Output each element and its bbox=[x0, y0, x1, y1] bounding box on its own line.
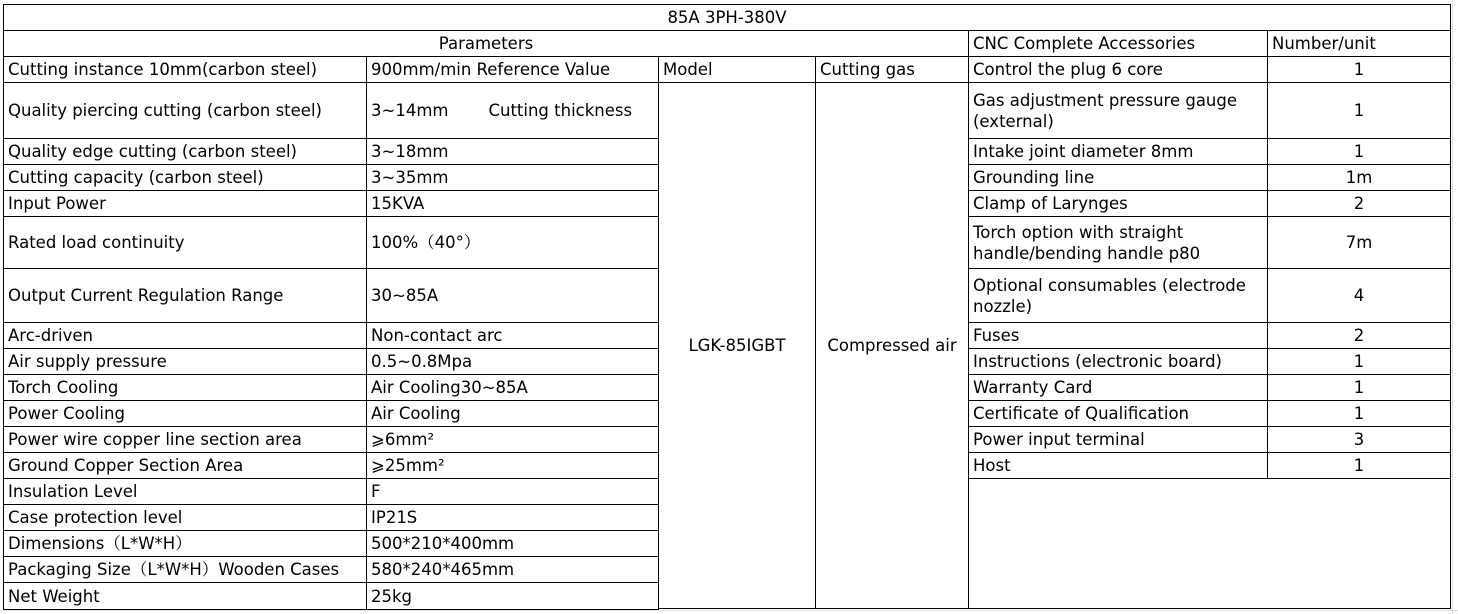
param-value-text: 3~14mm bbox=[371, 101, 449, 120]
param-value: ⩾6mm² bbox=[366, 426, 659, 453]
gridline bbox=[0, 610, 1458, 611]
param-name: Insulation Level bbox=[3, 478, 367, 505]
param-value: 0.5~0.8Mpa bbox=[366, 348, 659, 375]
param-value: 100%（40°） bbox=[366, 216, 659, 269]
param-name: Arc-driven bbox=[3, 322, 367, 349]
accessory-count: 1 bbox=[1267, 374, 1451, 401]
accessory-count: 1m bbox=[1267, 164, 1451, 191]
accessory-count: 1 bbox=[1267, 138, 1451, 165]
model-value: LGK-85IGBT bbox=[658, 82, 816, 609]
param-value: Air Cooling30~85A bbox=[366, 374, 659, 401]
accessory-name: Intake joint diameter 8mm bbox=[968, 138, 1268, 165]
thickness-note: Cutting thickness bbox=[488, 101, 633, 120]
accessory-count: 2 bbox=[1267, 322, 1451, 349]
parameters-header: Parameters bbox=[3, 30, 969, 57]
param-name: Packaging Size（L*W*H）Wooden Cases bbox=[3, 556, 367, 583]
param-name: Dimensions（L*W*H） bbox=[3, 530, 367, 557]
param-value: 500*210*400mm bbox=[366, 530, 659, 557]
param-name: Rated load continuity bbox=[3, 216, 367, 269]
gas-value: Compressed air bbox=[815, 82, 969, 609]
param-value: 30~85A bbox=[366, 268, 659, 323]
param-value: 15KVA bbox=[366, 190, 659, 217]
accessories-empty-area bbox=[968, 478, 1451, 609]
accessory-name: Control the plug 6 core bbox=[968, 56, 1268, 83]
accessory-count: 1 bbox=[1267, 400, 1451, 427]
param-value: IP21S bbox=[366, 504, 659, 531]
accessory-count: 1 bbox=[1267, 348, 1451, 375]
param-value: 3~35mm bbox=[366, 164, 659, 191]
param-name: Torch Cooling bbox=[3, 374, 367, 401]
param-value: Non-contact arc bbox=[366, 322, 659, 349]
param-value: Air Cooling bbox=[366, 400, 659, 427]
accessory-count: 1 bbox=[1267, 56, 1451, 83]
param-name: Power wire copper line section area bbox=[3, 426, 367, 453]
param-name: Case protection level bbox=[3, 504, 367, 531]
accessory-name: Optional consumables (electrode nozzle) bbox=[968, 268, 1268, 323]
table-title: 85A 3PH-380V bbox=[3, 4, 1451, 31]
gas-header: Cutting gas bbox=[815, 56, 969, 83]
accessory-count: 1 bbox=[1267, 82, 1451, 139]
param-name: Ground Copper Section Area bbox=[3, 452, 367, 479]
param-name: Quality edge cutting (carbon steel) bbox=[3, 138, 367, 165]
accessory-count: 3 bbox=[1267, 426, 1451, 453]
accessory-name: Torch option with straight handle/bending handle p80 bbox=[968, 216, 1268, 269]
accessory-name: Clamp of Larynges bbox=[968, 190, 1268, 217]
accessory-name: Gas adjustment pressure gauge (external) bbox=[968, 82, 1268, 139]
param-name: Net Weight bbox=[3, 582, 367, 610]
param-value: 900mm/min Reference Value bbox=[366, 56, 659, 83]
accessory-name: Instructions (electronic board) bbox=[968, 348, 1268, 375]
param-name: Cutting capacity (carbon steel) bbox=[3, 164, 367, 191]
accessory-name: Grounding line bbox=[968, 164, 1268, 191]
accessory-name: Fuses bbox=[968, 322, 1268, 349]
param-value bbox=[366, 82, 659, 139]
param-name: Quality piercing cutting (carbon steel) bbox=[3, 82, 367, 139]
param-name: Cutting instance 10mm(carbon steel) bbox=[3, 56, 367, 83]
count-header: Number/unit bbox=[1267, 30, 1451, 57]
param-value: 25kg bbox=[366, 582, 659, 610]
accessory-count: 7m bbox=[1267, 216, 1451, 269]
accessory-name: Power input terminal bbox=[968, 426, 1268, 453]
accessory-name: Host bbox=[968, 452, 1268, 479]
accessories-header: CNC Complete Accessories bbox=[968, 30, 1268, 57]
accessory-count: 2 bbox=[1267, 190, 1451, 217]
accessory-count: 4 bbox=[1267, 268, 1451, 323]
accessory-count: 1 bbox=[1267, 452, 1451, 479]
model-header: Model bbox=[658, 56, 816, 83]
param-value: ⩾25mm² bbox=[366, 452, 659, 479]
param-value: F bbox=[366, 478, 659, 505]
param-value: 580*240*465mm bbox=[366, 556, 659, 583]
param-name: Input Power bbox=[3, 190, 367, 217]
param-name: Air supply pressure bbox=[3, 348, 367, 375]
accessory-name: Certificate of Qualification bbox=[968, 400, 1268, 427]
param-name: Output Current Regulation Range bbox=[3, 268, 367, 323]
param-name: Power Cooling bbox=[3, 400, 367, 427]
accessory-name: Warranty Card bbox=[968, 374, 1268, 401]
gridline bbox=[1452, 0, 1453, 614]
param-value: 3~18mm bbox=[366, 138, 659, 165]
